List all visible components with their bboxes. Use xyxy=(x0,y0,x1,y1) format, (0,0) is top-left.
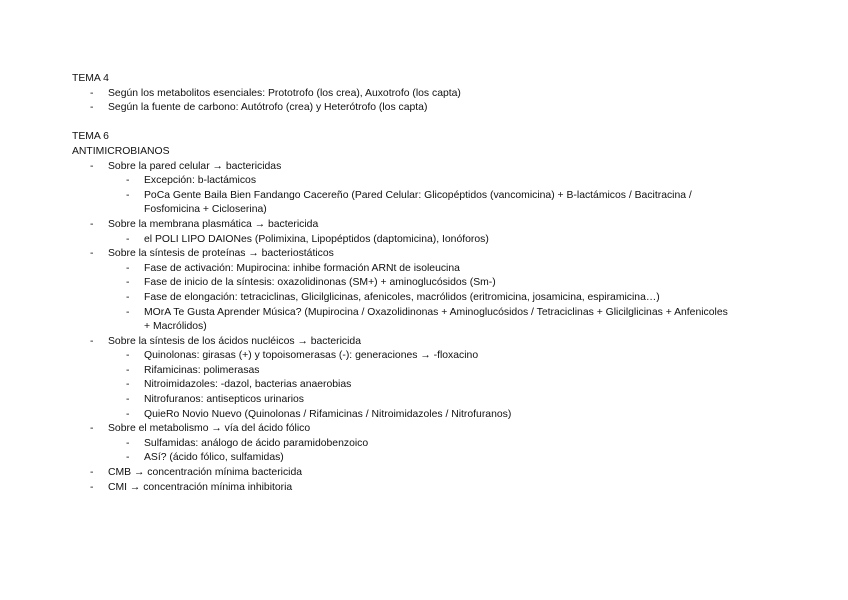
bullet-dash: - xyxy=(90,467,94,479)
nucleicos-item: Rifamicinas: polimerasas xyxy=(144,364,260,376)
list-item xyxy=(72,306,792,321)
metabolismo-mnemonic: ASí? (ácido fólico, sulfamidas) xyxy=(144,452,284,464)
bullet-dash: - xyxy=(90,248,94,260)
proteinas-mnemonic: MOrA Te Gusta Aprender Música? (Mupirocina / Oxazolidinonas + Aminoglucósidos / Tetraciclinas + Glicilglicinas + Anfenicoles xyxy=(144,306,728,318)
list-item xyxy=(72,276,792,291)
metabolismo-label: Sobre el metabolismo → vía del ácido fólico xyxy=(108,423,311,435)
list-item xyxy=(72,378,792,393)
pared-mnemonic: PoCa Gente Baila Bien Fandango Cacereño (Pared Celular: Glicopéptidos (vancomicina) + B-lactámicos / Bacitracina / xyxy=(144,189,692,201)
nucleicos-item: Nitroimidazoles: -dazol, bacterias anaerobias xyxy=(144,379,352,391)
bullet-dash: - xyxy=(126,379,130,391)
metabolismo-item: Sulfamidas: análogo de ácido paramidobenzoico xyxy=(144,437,369,449)
bullet-dash: - xyxy=(126,306,130,318)
pared-label: Sobre la pared celular → bactericidas xyxy=(108,160,282,172)
bullet-dash: - xyxy=(126,291,130,303)
proteinas-label: Sobre la síntesis de proteínas → bacteriostáticos xyxy=(108,248,334,260)
tema4-item-carbono: Según la fuente de carbono: Autótrofo (crea) y Heterótrofo (los capta) xyxy=(108,102,428,114)
bullet-dash: - xyxy=(126,408,130,420)
bullet-dash: - xyxy=(90,335,94,347)
bullet-dash: - xyxy=(126,437,130,449)
list-item xyxy=(72,233,792,248)
proteinas-item: Fase de activación: Mupirocina: inhibe formación ARNt de isoleucina xyxy=(144,262,460,274)
bullet-dash: - xyxy=(90,481,94,493)
proteinas-item: Fase de elongación: tetraciclinas, Glicilglicinas, afenicoles, macrólidos (eritromicina, josamicina, espiramicina…) xyxy=(144,291,660,303)
nucleicos-item: Nitrofuranos: antisepticos urinarios xyxy=(144,394,304,406)
bullet-dash: - xyxy=(90,423,94,435)
bullet-dash: - xyxy=(126,175,130,187)
bullet-dash: - xyxy=(90,87,94,99)
section-spacer xyxy=(72,116,792,131)
list-item xyxy=(72,160,792,175)
list-item xyxy=(72,262,792,277)
document-page xyxy=(72,72,792,495)
nucleicos-mnemonic: QuieRo Novio Nuevo (Quinolonas / Rifamicinas / Nitroimidazoles / Nitrofuranos) xyxy=(144,408,512,420)
bullet-dash: - xyxy=(90,160,94,172)
tema4-item-metabolitos: Según los metabolitos esenciales: Prototrofo (los crea), Auxotrofo (los capta) xyxy=(108,87,461,99)
bullet-dash: - xyxy=(126,262,130,274)
pared-mnemonic-cont: Fosfomicina + Cicloserina) xyxy=(144,204,267,216)
nucleicos-label: Sobre la síntesis de los ácidos nucléicos → bactericida xyxy=(108,335,361,347)
tema4-heading: TEMA 4 xyxy=(72,73,109,84)
list-item xyxy=(72,189,792,204)
proteinas-item: Fase de inicio de la síntesis: oxazolidinonas (SM+) + aminoglucósidos (Sm-) xyxy=(144,277,496,289)
list-item-continuation xyxy=(72,203,792,218)
list-item xyxy=(72,364,792,379)
list-item-continuation xyxy=(72,320,792,335)
list-item xyxy=(72,291,792,306)
tema6-heading: TEMA 6 xyxy=(72,131,109,143)
pared-item: Excepción: b-lactámicos xyxy=(144,175,257,187)
list-item xyxy=(72,481,792,496)
list-item xyxy=(72,101,792,116)
list-item xyxy=(72,335,792,350)
tema6-subheading: ANTIMICROBIANOS xyxy=(72,145,170,157)
cmb-definition: CMB → concentración mínima bactericida xyxy=(108,467,303,479)
membrana-item: el POLI LIPO DAIONes (Polimixina, Lipopéptidos (daptomicina), Ionóforos) xyxy=(144,233,489,245)
list-item xyxy=(72,451,792,466)
list-item xyxy=(72,247,792,262)
bullet-dash: - xyxy=(126,452,130,464)
bullet-dash: - xyxy=(126,277,130,289)
list-item xyxy=(72,349,792,364)
membrana-label: Sobre la membrana plasmática → bactericida xyxy=(108,218,319,230)
list-item xyxy=(72,408,792,423)
bullet-dash: - xyxy=(90,218,94,230)
bullet-dash: - xyxy=(126,350,130,362)
list-item xyxy=(72,466,792,481)
list-item xyxy=(72,174,792,189)
list-item xyxy=(72,422,792,437)
bullet-dash: - xyxy=(90,102,94,114)
proteinas-mnemonic-cont: + Macrólidos) xyxy=(144,321,207,333)
bullet-dash: - xyxy=(126,233,130,245)
bullet-dash: - xyxy=(126,189,130,201)
bullet-dash: - xyxy=(126,394,130,406)
list-item xyxy=(72,218,792,233)
bullet-dash: - xyxy=(126,364,130,376)
nucleicos-item: Quinolonas: girasas (+) y topoisomerasas (-): generaciones → -floxacino xyxy=(144,350,479,362)
cmi-definition: CMI → concentración mínima inhibitoria xyxy=(108,481,293,493)
list-item xyxy=(72,87,792,102)
list-item xyxy=(72,393,792,408)
list-item xyxy=(72,437,792,452)
